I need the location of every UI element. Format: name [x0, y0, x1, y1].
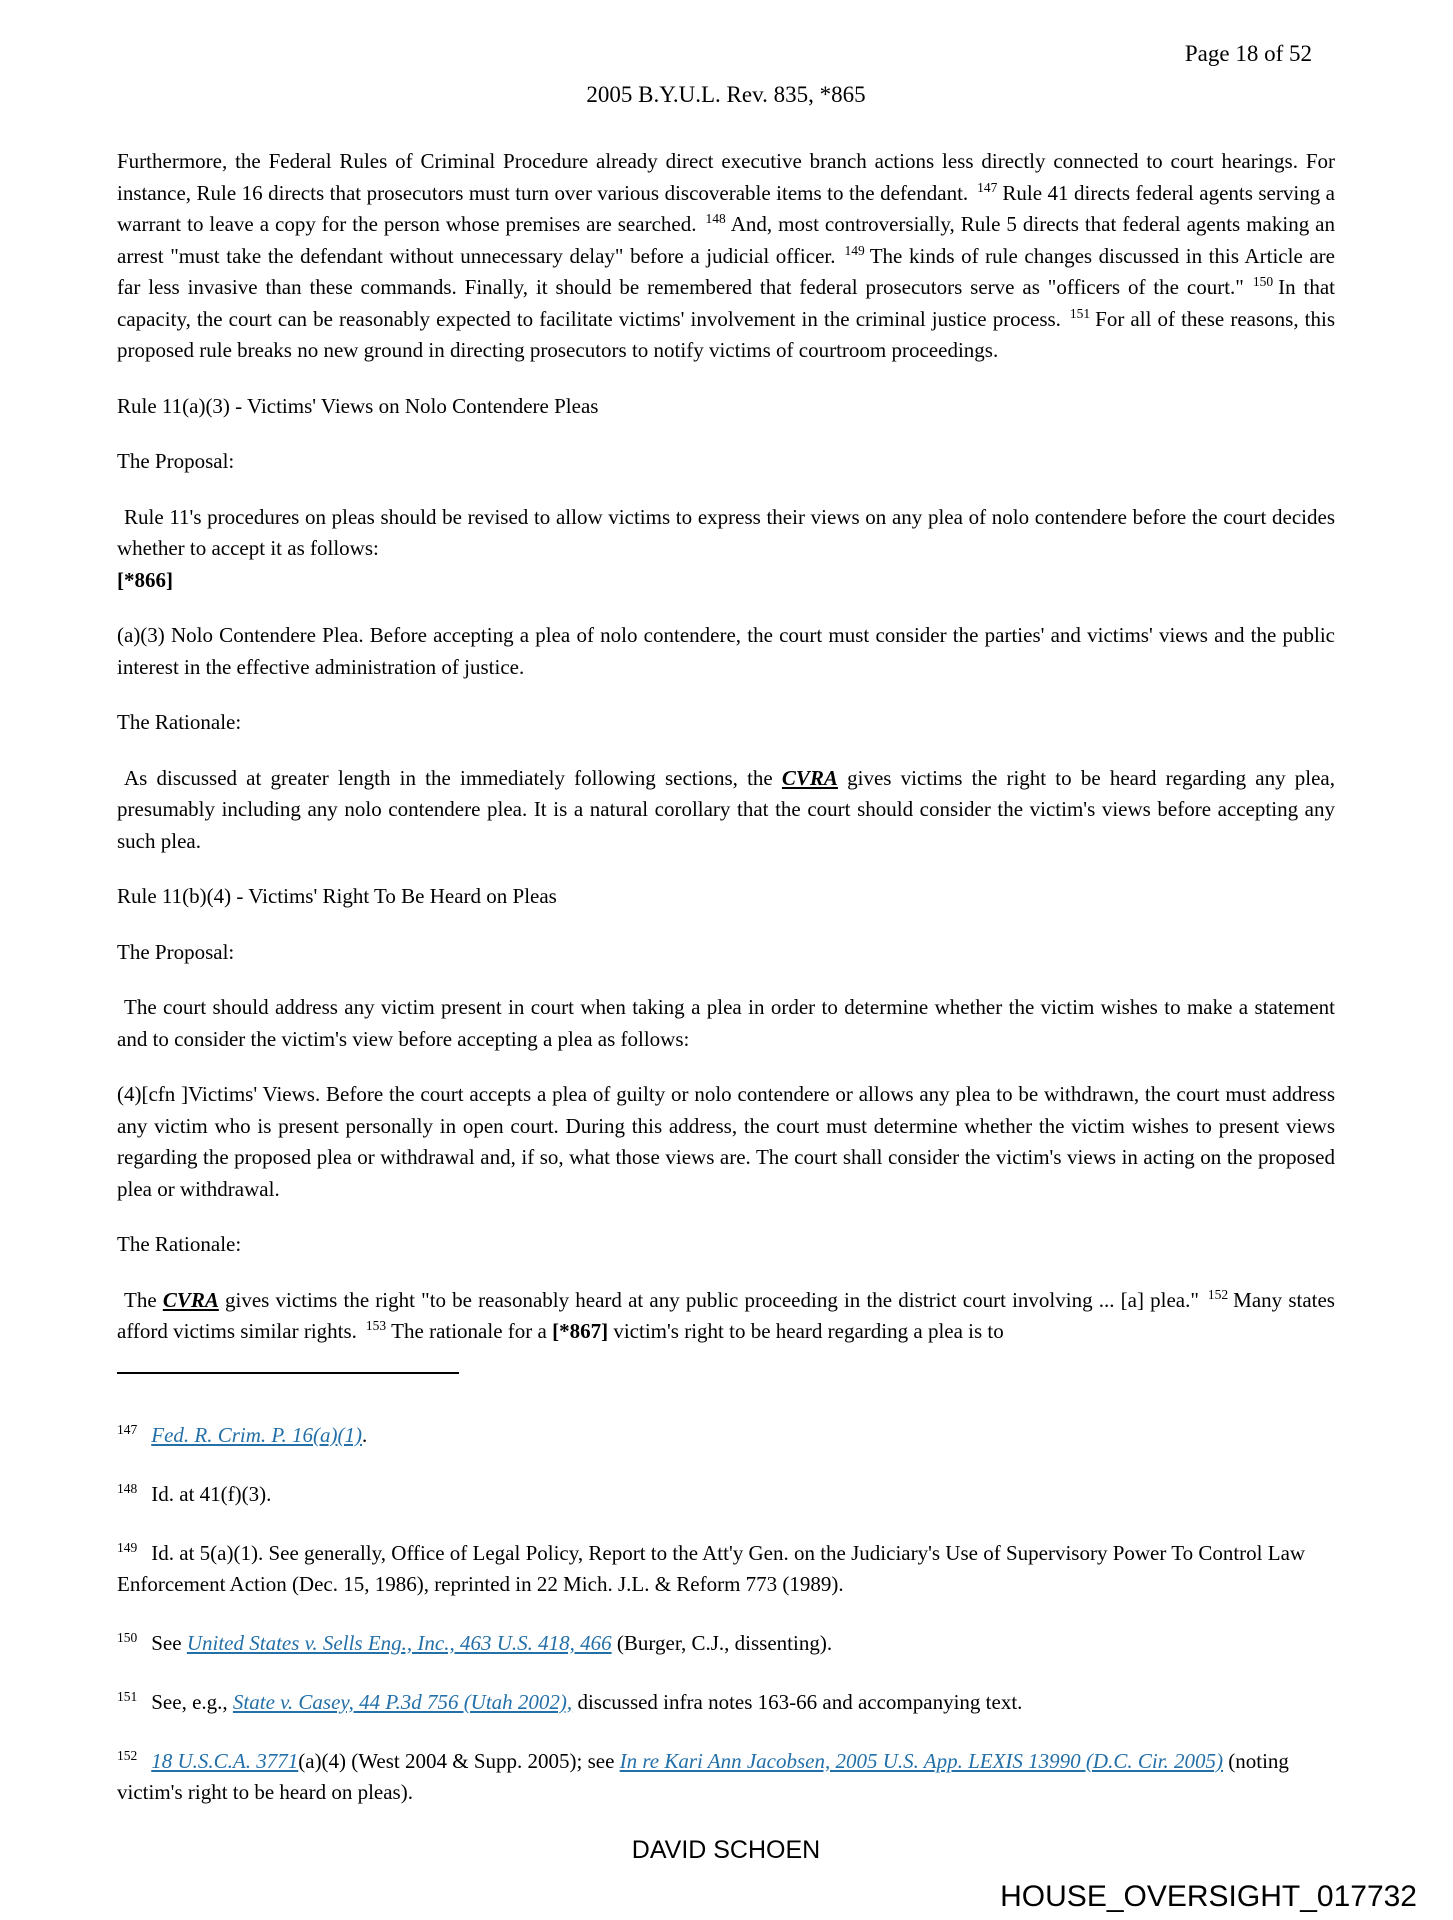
footnote-number: 148 — [117, 1480, 138, 1496]
text-run: Id. at 5(a)(1). See generally, Office of Legal Policy, Report to the Att'y Gen. on the Judiciary's Use of Supervisory Power To Control Law Enforcement Action (Dec. 15, 1986), reprinted in 22 Mich. J.L. & Reform 773 (1989). — [117, 1540, 1306, 1596]
text-run: As discussed at greater length in the immediately following sections, the — [124, 765, 782, 790]
text-run: discussed infra notes 163-66 and accompanying text. — [572, 1689, 1023, 1714]
document-citation-header: 2005 B.Y.U.L. Rev. 835, *865 — [586, 82, 866, 107]
footnote-number: 151 — [117, 1688, 138, 1704]
text-run: See — [151, 1630, 187, 1655]
footnote — [117, 1628, 1335, 1659]
page-marker: [*866] — [117, 567, 173, 592]
text-run: (a)(4) (West 2004 & Supp. 2005); see — [298, 1748, 620, 1773]
text-run: Id. at 41(f)(3). — [151, 1481, 272, 1506]
body-paragraph — [117, 146, 1335, 367]
page-number-label: Page 18 of 52 — [1184, 41, 1312, 66]
footnote-reference: 153 — [365, 1318, 387, 1333]
footnote-number: 147 — [117, 1421, 138, 1437]
citation-link[interactable]: Fed. R. Crim. P. 16(a)(1) — [151, 1422, 362, 1447]
section-heading — [117, 707, 1335, 739]
text-run: gives victims the right "to be reasonably heard at any public proceeding in the district court involving ... [a] plea." — [218, 1287, 1199, 1312]
footer-author-name: DAVID SCHOEN — [631, 1835, 821, 1864]
cvra-term: CVRA — [162, 1287, 219, 1312]
section-heading — [117, 446, 1335, 478]
text-run: Many states afford victims similar rights. — [117, 1287, 1335, 1343]
text-run: And, most controversially, Rule 5 directs that federal agents making an arrest "must take the defendant without unnecessary delay" before a judicial officer. — [117, 212, 1335, 268]
footnote-reference: 150 — [1252, 274, 1274, 289]
text-run: Rule 11(a)(3) - Victims' Views on Nolo Contendere Pleas — [117, 393, 599, 418]
body-paragraph — [117, 620, 1335, 683]
bates-number: HOUSE_OVERSIGHT_017732 — [1000, 1880, 1417, 1913]
citation-link[interactable]: 18 U.S.C.A. 3771 — [151, 1748, 299, 1773]
text-run: Rule 41 directs federal agents serving a warrant to leave a copy for the person whose premises are searched. — [117, 180, 1335, 236]
footnote — [117, 1538, 1335, 1600]
footnote-reference: 151 — [1069, 305, 1091, 321]
text-run: (4)[cfn ]Victims' Views. Before the court accepts a plea of guilty or nolo contendere or allows any plea to be withdrawn, the court must address any victim who is present personally in open court. During this address, the court must determine whether the victim wishes to present views regarding the proposed plea or withdrawal and, if so, what those views are. The court shall consider the victim's views in acting on the proposed plea or withdrawal. — [117, 1082, 1335, 1201]
text-run: The kinds of rule changes discussed in this Article are far less invasive than these commands. Finally, it should be remembered that federal prosecutors serve as "officers of the court." — [117, 243, 1335, 299]
footnote-reference: 147 — [977, 179, 998, 195]
page-marker: [*867] — [552, 1319, 609, 1343]
footnote — [117, 1479, 1335, 1510]
citation-link[interactable]: In re Kari Ann Jacobsen, 2005 U.S. App. LEXIS 13990 (D.C. Cir. 2005) — [619, 1748, 1224, 1773]
text-run: The Proposal: — [117, 449, 235, 473]
section-heading — [117, 881, 1335, 913]
footnote-number: 149 — [117, 1539, 138, 1555]
footnote-number: 152 — [117, 1747, 138, 1763]
text-run: The Rationale: — [117, 710, 242, 734]
text-run: (Burger, C.J., dissenting). — [611, 1630, 833, 1655]
footnote — [117, 1746, 1335, 1808]
text-run: The Rationale: — [117, 1232, 242, 1256]
footnote-reference: 152 — [1207, 1286, 1229, 1302]
citation-link[interactable]: United States v. Sells Eng., Inc., 463 U.S. 418, 466 — [186, 1630, 612, 1655]
section-heading — [117, 391, 1335, 423]
footnote-separator — [117, 1372, 459, 1374]
document-body — [117, 146, 1335, 1348]
text-run: (noting victim's right to be heard on pleas). — [117, 1748, 1289, 1804]
text-run: The Proposal: — [117, 939, 235, 964]
text-run: For all of these reasons, this proposed rule breaks no new ground in directing prosecutors to notify victims of courtroom proceedings. — [117, 306, 1335, 362]
footnote-reference: 148 — [705, 211, 726, 226]
body-paragraph — [117, 1285, 1335, 1348]
text-run: victim's right to be heard regarding a plea is to — [608, 1319, 1004, 1343]
cvra-term: CVRA — [781, 765, 838, 790]
footnote — [117, 1420, 1335, 1451]
section-heading — [117, 937, 1335, 969]
section-heading — [117, 1229, 1335, 1261]
citation-link[interactable]: State v. Casey, 44 P.3d 756 (Utah 2002), — [232, 1689, 573, 1714]
text-run: gives victims the right to be heard regarding any plea, presumably including any nolo contendere plea. It is a natural corollary that the court should consider the victim's views before accepting any such plea. — [117, 765, 1335, 853]
body-paragraph — [117, 992, 1335, 1055]
text-run: . — [362, 1422, 368, 1447]
footnotes-section — [117, 1420, 1335, 1808]
text-run: Rule 11(b)(4) - Victims' Right To Be Heard on Pleas — [117, 884, 557, 908]
footnote — [117, 1687, 1335, 1718]
text-run: The court should address any victim present in court when taking a plea in order to determine whether the victim wishes to make a statement and to consider the victim's view before accepting a plea as follows: — [117, 995, 1335, 1051]
text-run: The — [124, 1287, 163, 1312]
body-paragraph — [117, 763, 1335, 858]
text-run: (a)(3) Nolo Contendere Plea. Before accepting a plea of nolo contendere, the court must consider the parties' and victims' views and the public interest in the effective administration of justice. — [117, 623, 1335, 679]
text-run: In that capacity, the court can be reasonably expected to facilitate victims' involvement in the criminal justice process. — [117, 275, 1335, 331]
text-run: Rule 11's procedures on pleas should be revised to allow victims to express their views on any plea of nolo contendere before the court decides whether to accept it as follows: — [117, 504, 1335, 560]
text-run: The rationale for a — [391, 1319, 553, 1343]
footnote-reference: 149 — [844, 242, 865, 258]
text-run: See, e.g., — [151, 1689, 233, 1714]
body-paragraph — [117, 1079, 1335, 1205]
body-paragraph — [117, 502, 1335, 597]
footnote-number: 150 — [117, 1629, 138, 1645]
text-run: Furthermore, the Federal Rules of Criminal Procedure already direct executive branch actions less directly connected to court hearings. For instance, Rule 16 directs that prosecutors must turn over various discoverable items to the defendant. — [117, 149, 1335, 205]
